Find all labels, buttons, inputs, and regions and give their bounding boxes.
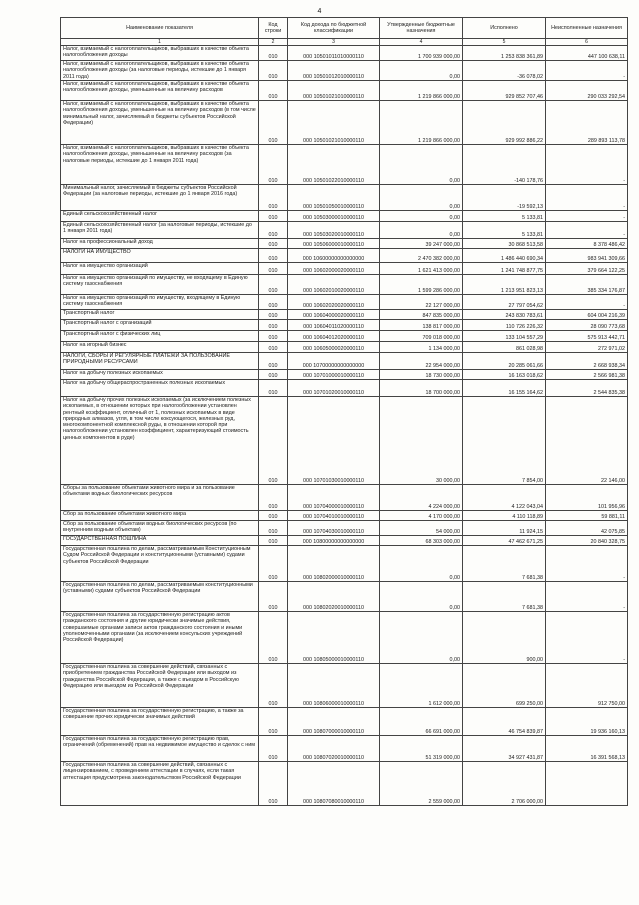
row-code-cell: 010	[259, 485, 288, 511]
unexecuted-amount-cell: 385 334 176,87	[546, 275, 628, 295]
row-code-cell: 010	[259, 275, 288, 295]
approved-amount-cell: 18 730 000,00	[380, 370, 463, 380]
kbk-code-cell: 000 10806000010000110	[288, 664, 380, 708]
table-row	[61, 664, 628, 708]
row-code-cell: 010	[259, 222, 288, 239]
indicator-name-cell: Налог на добычу прочих полезных ископаемых (за исключением полезных ископаемых, в отношении которых при налогообложении установлен рентный коэффициент, отличный от 1, полезных ископаемых в виде природных алмазов, угля, в том числе коксующегося, железных руд, многокомпонентной комплексной руды, в отношении которой при налогообложении установлен коэффициент, характеризующий стоимость ценных компонентов в руде)	[61, 397, 259, 485]
unexecuted-amount-cell: 983 941 309,66	[546, 249, 628, 263]
column-number: 5	[463, 39, 546, 46]
indicator-name-cell: Налог, взимаемый с налогоплательщиков, выбравших в качестве объекта налогообложения доходы, уменьшенные на величину расходов	[61, 81, 259, 101]
header-approved: Утвержденные бюджетные назначения	[380, 18, 463, 39]
executed-amount-cell: 7 681,38	[463, 546, 546, 582]
table-row	[61, 81, 628, 101]
kbk-code-cell: 000 10802000010000110	[288, 546, 380, 582]
unexecuted-amount-cell: 42 075,85	[546, 521, 628, 536]
unexecuted-amount-cell: -	[546, 295, 628, 310]
approved-amount-cell: 1 219 866 000,00	[380, 101, 463, 145]
unexecuted-amount-cell: 604 004 216,39	[546, 310, 628, 320]
executed-amount-cell: 46 754 839,87	[463, 708, 546, 736]
executed-amount-cell: 5 133,81	[463, 211, 546, 222]
indicator-name-cell: Налог, взимаемый с налогоплательщиков, выбравших в качестве объекта налогообложения доходы, уменьшенные на величину расходов (в том числе минимальный налог, зачисляемый в бюджеты субъектов Российской Федерации)	[61, 101, 259, 145]
approved-amount-cell: 39 247 000,00	[380, 239, 463, 249]
indicator-name-cell: Налог на имущество организаций по имуществу, не входящему в Единую систему газоснабжения	[61, 275, 259, 295]
executed-amount-cell: -36 078,02	[463, 61, 546, 81]
unexecuted-amount-cell: -	[546, 145, 628, 185]
kbk-code-cell: 000 10807000010000110	[288, 708, 380, 736]
unexecuted-amount-cell: -	[546, 185, 628, 211]
row-code-cell: 010	[259, 536, 288, 546]
kbk-code-cell: 000 10807020010000110	[288, 736, 380, 762]
table-row	[61, 249, 628, 263]
indicator-name-cell: НАЛОГИ НА ИМУЩЕСТВО	[61, 249, 259, 263]
indicator-name-cell: Налог, взимаемый с налогоплательщиков, выбравших в качестве объекта налогообложения доходы (за налоговые периоды, истекшие до 1 января 2011 года)	[61, 61, 259, 81]
approved-amount-cell: 1 612 000,00	[380, 664, 463, 708]
row-code-cell: 010	[259, 239, 288, 249]
kbk-code-cell: 000 10802020010000110	[288, 582, 380, 612]
unexecuted-amount-cell	[546, 762, 628, 806]
header-executed: Исполнено	[463, 18, 546, 39]
column-number: 6	[546, 39, 628, 46]
row-code-cell: 010	[259, 145, 288, 185]
kbk-code-cell: 000 10501021010000110	[288, 81, 380, 101]
unexecuted-amount-cell: -	[546, 612, 628, 664]
kbk-code-cell: 000 10701000010000110	[288, 370, 380, 380]
unexecuted-amount-cell: 20 840 328,75	[546, 536, 628, 546]
executed-amount-cell: 4 122 043,04	[463, 485, 546, 511]
column-number: 3	[288, 39, 380, 46]
unexecuted-amount-cell: 2 544 835,38	[546, 380, 628, 397]
kbk-code-cell: 000 10604012020000110	[288, 331, 380, 342]
unexecuted-amount-cell: 2 668 938,34	[546, 353, 628, 370]
table-row	[61, 582, 628, 612]
revenue-report-table	[60, 17, 628, 806]
unexecuted-amount-cell: 2 566 981,38	[546, 370, 628, 380]
unexecuted-amount-cell: -	[546, 222, 628, 239]
kbk-code-cell: 000 10704000010000110	[288, 485, 380, 511]
table-row	[61, 521, 628, 536]
kbk-code-cell: 000 10604000020000110	[288, 310, 380, 320]
table-row	[61, 397, 628, 485]
unexecuted-amount-cell: 101 956,96	[546, 485, 628, 511]
indicator-name-cell: Налог на игорный бизнес	[61, 342, 259, 353]
indicator-name-cell: НАЛОГИ, СБОРЫ И РЕГУЛЯРНЫЕ ПЛАТЕЖИ ЗА ПОЛЬЗОВАНИЕ ПРИРОДНЫМИ РЕСУРСАМИ	[61, 353, 259, 370]
unexecuted-amount-cell: 8 378 486,42	[546, 239, 628, 249]
table-row	[61, 511, 628, 521]
executed-amount-cell: 16 163 018,62	[463, 370, 546, 380]
row-code-cell: 010	[259, 511, 288, 521]
row-code-cell: 010	[259, 521, 288, 536]
executed-amount-cell: 1 213 951 823,13	[463, 275, 546, 295]
executed-amount-cell: 929 852 707,46	[463, 81, 546, 101]
executed-amount-cell: 900,00	[463, 612, 546, 664]
indicator-name-cell: Единый сельскохозяйственный налог (за налоговые периоды, истекшие до 1 января 2011 года)	[61, 222, 259, 239]
table-row	[61, 736, 628, 762]
indicator-name-cell: Государственная пошлина за государственную регистрацию актов гражданского состояния и другие юридически значимые действия, совершаемые органами записи актов гражданского состояния и иными уполномоченными органами (за исключением консульских учреждений Российской Федерации)	[61, 612, 259, 664]
kbk-code-cell: 000 10506000010000110	[288, 239, 380, 249]
approved-amount-cell: 0,00	[380, 222, 463, 239]
table-row	[61, 331, 628, 342]
table-row	[61, 46, 628, 61]
table-row	[61, 546, 628, 582]
executed-amount-cell: 1 486 440 690,34	[463, 249, 546, 263]
header-row-code: Код строки	[259, 18, 288, 39]
row-code-cell: 010	[259, 342, 288, 353]
approved-amount-cell: 4 224 000,00	[380, 485, 463, 511]
table-row	[61, 762, 628, 806]
indicator-name-cell: Налог, взимаемый с налогоплательщиков, выбравших в качестве объекта налогообложения доходы, уменьшенные на величину расходов (за налоговые периоды, истекшие до 1 января 2011 года)	[61, 145, 259, 185]
executed-amount-cell: 1 241 748 877,75	[463, 263, 546, 275]
executed-amount-cell: 30 868 513,58	[463, 239, 546, 249]
approved-amount-cell: 22 954 000,00	[380, 353, 463, 370]
indicator-name-cell: Государственная пошлина за совершение действий, связанных с лицензированием, с проведением аттестации в случаях, если такая аттестация предусмотрена законодательством Российской Федерации	[61, 762, 259, 806]
approved-amount-cell: 0,00	[380, 582, 463, 612]
indicator-name-cell: Государственная пошлина за государственную регистрацию, а также за совершение прочих юридически значимых действий	[61, 708, 259, 736]
approved-amount-cell: 0,00	[380, 145, 463, 185]
row-code-cell: 010	[259, 736, 288, 762]
executed-amount-cell: 4 110 118,89	[463, 511, 546, 521]
table-row	[61, 536, 628, 546]
approved-amount-cell: 1 134 000,00	[380, 342, 463, 353]
table-row	[61, 708, 628, 736]
row-code-cell: 010	[259, 46, 288, 61]
kbk-code-cell: 000 10701030010000110	[288, 397, 380, 485]
executed-amount-cell: 20 285 061,66	[463, 353, 546, 370]
approved-amount-cell: 0,00	[380, 185, 463, 211]
kbk-code-cell: 000 10701020010000110	[288, 380, 380, 397]
indicator-name-cell: Сбор за пользование объектами водных биологических ресурсов (по внутренним водным объектам)	[61, 521, 259, 536]
unexecuted-amount-cell: -	[546, 61, 628, 81]
table-row	[61, 211, 628, 222]
executed-amount-cell: 16 155 164,62	[463, 380, 546, 397]
approved-amount-cell: 0,00	[380, 211, 463, 222]
indicator-name-cell: Налог на добычу общераспространенных полезных ископаемых	[61, 380, 259, 397]
kbk-code-cell: 000 10805000010000110	[288, 612, 380, 664]
table-row	[61, 612, 628, 664]
executed-amount-cell: 7 854,00	[463, 397, 546, 485]
indicator-name-cell: Сбор за пользование объектами животного мира	[61, 511, 259, 521]
header-unexecuted: Неисполненные назначения	[546, 18, 628, 39]
approved-amount-cell: 4 170 000,00	[380, 511, 463, 521]
row-code-cell: 010	[259, 380, 288, 397]
kbk-code-cell: 000 10501022010000110	[288, 145, 380, 185]
unexecuted-amount-cell: 289 893 113,78	[546, 101, 628, 145]
approved-amount-cell: 1 621 413 000,00	[380, 263, 463, 275]
row-code-cell: 010	[259, 295, 288, 310]
executed-amount-cell: 11 924,15	[463, 521, 546, 536]
unexecuted-amount-cell: 575 913 442,71	[546, 331, 628, 342]
unexecuted-amount-cell: 447 100 638,11	[546, 46, 628, 61]
executed-amount-cell: 699 250,00	[463, 664, 546, 708]
unexecuted-amount-cell: 22 146,00	[546, 397, 628, 485]
indicator-name-cell: Транспортный налог с организаций	[61, 320, 259, 331]
table-row	[61, 342, 628, 353]
kbk-code-cell: 000 10700000000000000	[288, 353, 380, 370]
approved-amount-cell: 2 470 382 000,00	[380, 249, 463, 263]
table-row	[61, 485, 628, 511]
row-code-cell: 010	[259, 331, 288, 342]
indicator-name-cell: Государственная пошлина за государственную регистрацию прав, ограничений (обременений) прав на недвижимое имущество и сделок с ним	[61, 736, 259, 762]
indicator-name-cell: Транспортный налог	[61, 310, 259, 320]
column-number: 1	[61, 39, 259, 46]
executed-amount-cell: 110 726 226,32	[463, 320, 546, 331]
table-row	[61, 239, 628, 249]
approved-amount-cell: 0,00	[380, 546, 463, 582]
row-code-cell: 010	[259, 370, 288, 380]
executed-amount-cell: 47 462 671,25	[463, 536, 546, 546]
kbk-code-cell: 000 10501012010000110	[288, 61, 380, 81]
kbk-code-cell: 000 10800000000000000	[288, 536, 380, 546]
indicator-name-cell: Налог на профессиональный доход	[61, 239, 259, 249]
approved-amount-cell: 138 817 000,00	[380, 320, 463, 331]
executed-amount-cell: 5 133,81	[463, 222, 546, 239]
executed-amount-cell: -140 178,76	[463, 145, 546, 185]
approved-amount-cell: 54 000,00	[380, 521, 463, 536]
executed-amount-cell: 929 992 886,22	[463, 101, 546, 145]
table-row	[61, 145, 628, 185]
row-code-cell: 010	[259, 582, 288, 612]
approved-amount-cell: 18 700 000,00	[380, 380, 463, 397]
table-row	[61, 295, 628, 310]
row-code-cell: 010	[259, 249, 288, 263]
executed-amount-cell: 2 706 000,00	[463, 762, 546, 806]
indicator-name-cell: Единый сельскохозяйственный налог	[61, 211, 259, 222]
indicator-name-cell: Минимальный налог, зачисляемый в бюджеты субъектов Российской Федерации (за налоговые периоды, истекшие до 1 января 2016 года)	[61, 185, 259, 211]
kbk-code-cell: 000 10501011010000110	[288, 46, 380, 61]
row-code-cell: 010	[259, 397, 288, 485]
row-code-cell: 010	[259, 353, 288, 370]
page-number: 4	[317, 8, 322, 15]
row-code-cell: 010	[259, 762, 288, 806]
unexecuted-amount-cell: 59 881,11	[546, 511, 628, 521]
approved-amount-cell: 2 559 000,00	[380, 762, 463, 806]
table-row	[61, 263, 628, 275]
table-row	[61, 185, 628, 211]
table-row	[61, 222, 628, 239]
approved-amount-cell: 22 127 000,00	[380, 295, 463, 310]
unexecuted-amount-cell: 912 750,00	[546, 664, 628, 708]
indicator-name-cell: Государственная пошлина за совершение действий, связанных с приобретением гражданства Российской Федерации или выходом из гражданства Российской Федерации, а также с въездом в Российскую Федерацию или выездом из Российской Федерации	[61, 664, 259, 708]
kbk-code-cell: 000 10602020020000110	[288, 295, 380, 310]
executed-amount-cell: -19 592,13	[463, 185, 546, 211]
header-name: Наименование показателя	[61, 18, 259, 39]
row-code-cell: 010	[259, 211, 288, 222]
row-code-cell: 010	[259, 664, 288, 708]
header-row	[61, 18, 628, 39]
executed-amount-cell: 34 927 431,87	[463, 736, 546, 762]
unexecuted-amount-cell: 290 033 292,54	[546, 81, 628, 101]
unexecuted-amount-cell: 19 936 160,13	[546, 708, 628, 736]
kbk-code-cell: 000 10602000020000110	[288, 263, 380, 275]
row-code-cell: 010	[259, 320, 288, 331]
kbk-code-cell: 000 10807080010000110	[288, 762, 380, 806]
executed-amount-cell: 1 253 838 361,89	[463, 46, 546, 61]
unexecuted-amount-cell: -	[546, 211, 628, 222]
executed-amount-cell: 27 797 054,62	[463, 295, 546, 310]
row-code-cell: 010	[259, 61, 288, 81]
kbk-code-cell: 000 10501021010000110	[288, 101, 380, 145]
unexecuted-amount-cell: -	[546, 582, 628, 612]
table-row	[61, 353, 628, 370]
indicator-name-cell: Налог, взимаемый с налогоплательщиков, выбравших в качестве объекта налогообложения доходы	[61, 46, 259, 61]
executed-amount-cell: 243 830 783,61	[463, 310, 546, 320]
row-code-cell: 010	[259, 310, 288, 320]
kbk-code-cell: 000 10704030010000110	[288, 521, 380, 536]
table-row	[61, 61, 628, 81]
table-row	[61, 310, 628, 320]
approved-amount-cell: 847 835 000,00	[380, 310, 463, 320]
approved-amount-cell: 1 599 286 000,00	[380, 275, 463, 295]
kbk-code-cell: 000 10600000000000000	[288, 249, 380, 263]
table-row	[61, 101, 628, 145]
kbk-code-cell: 000 10503000010000110	[288, 211, 380, 222]
column-number: 4	[380, 39, 463, 46]
indicator-name-cell: ГОСУДАРСТВЕННАЯ ПОШЛИНА	[61, 536, 259, 546]
approved-amount-cell: 30 000,00	[380, 397, 463, 485]
column-number: 2	[259, 39, 288, 46]
kbk-code-cell: 000 10501050010000110	[288, 185, 380, 211]
row-code-cell: 010	[259, 101, 288, 145]
indicator-name-cell: Налог на добычу полезных ископаемых	[61, 370, 259, 380]
approved-amount-cell: 51 319 000,00	[380, 736, 463, 762]
row-code-cell: 010	[259, 263, 288, 275]
indicator-name-cell: Сборы за пользование объектами животного мира и за пользование объектами водных биологических ресурсов	[61, 485, 259, 511]
executed-amount-cell: 7 681,38	[463, 582, 546, 612]
approved-amount-cell: 68 303 000,00	[380, 536, 463, 546]
indicator-name-cell: Государственная пошлина по делам, рассматриваемым конституционными (уставными) судами субъектов Российской Федерации	[61, 582, 259, 612]
indicator-name-cell: Транспортный налог с физических лиц	[61, 331, 259, 342]
executed-amount-cell: 133 104 557,29	[463, 331, 546, 342]
indicator-name-cell: Налог на имущество организаций	[61, 263, 259, 275]
unexecuted-amount-cell: 16 391 568,13	[546, 736, 628, 762]
header-kbk: Код дохода по бюджетной классификации	[288, 18, 380, 39]
indicator-name-cell: Государственная пошлина по делам, рассматриваемым Конституционным Судом Российской Федерации и конституционными (уставными) судами субъектов Российской Федерации	[61, 546, 259, 582]
approved-amount-cell: 1 700 939 000,00	[380, 46, 463, 61]
row-code-cell: 010	[259, 185, 288, 211]
kbk-code-cell: 000 10605000020000110	[288, 342, 380, 353]
row-code-cell: 010	[259, 81, 288, 101]
indicator-name-cell: Налог на имущество организаций по имуществу, входящему в Единую систему газоснабжения	[61, 295, 259, 310]
unexecuted-amount-cell: -	[546, 546, 628, 582]
row-code-cell: 010	[259, 546, 288, 582]
kbk-code-cell: 000 10503020010000110	[288, 222, 380, 239]
table-row	[61, 370, 628, 380]
unexecuted-amount-cell: 272 971,02	[546, 342, 628, 353]
table-row	[61, 320, 628, 331]
approved-amount-cell: 66 691 000,00	[380, 708, 463, 736]
approved-amount-cell: 709 018 000,00	[380, 331, 463, 342]
table-row	[61, 380, 628, 397]
column-number-row	[61, 39, 628, 46]
unexecuted-amount-cell: 379 664 122,25	[546, 263, 628, 275]
approved-amount-cell: 1 219 866 000,00	[380, 81, 463, 101]
row-code-cell: 010	[259, 612, 288, 664]
kbk-code-cell: 000 10604011020000110	[288, 320, 380, 331]
approved-amount-cell: 0,00	[380, 612, 463, 664]
unexecuted-amount-cell: 28 090 773,68	[546, 320, 628, 331]
row-code-cell: 010	[259, 708, 288, 736]
kbk-code-cell: 000 10602010020000110	[288, 275, 380, 295]
executed-amount-cell: 861 028,98	[463, 342, 546, 353]
approved-amount-cell: 0,00	[380, 61, 463, 81]
kbk-code-cell: 000 10704010010000110	[288, 511, 380, 521]
table-row	[61, 275, 628, 295]
